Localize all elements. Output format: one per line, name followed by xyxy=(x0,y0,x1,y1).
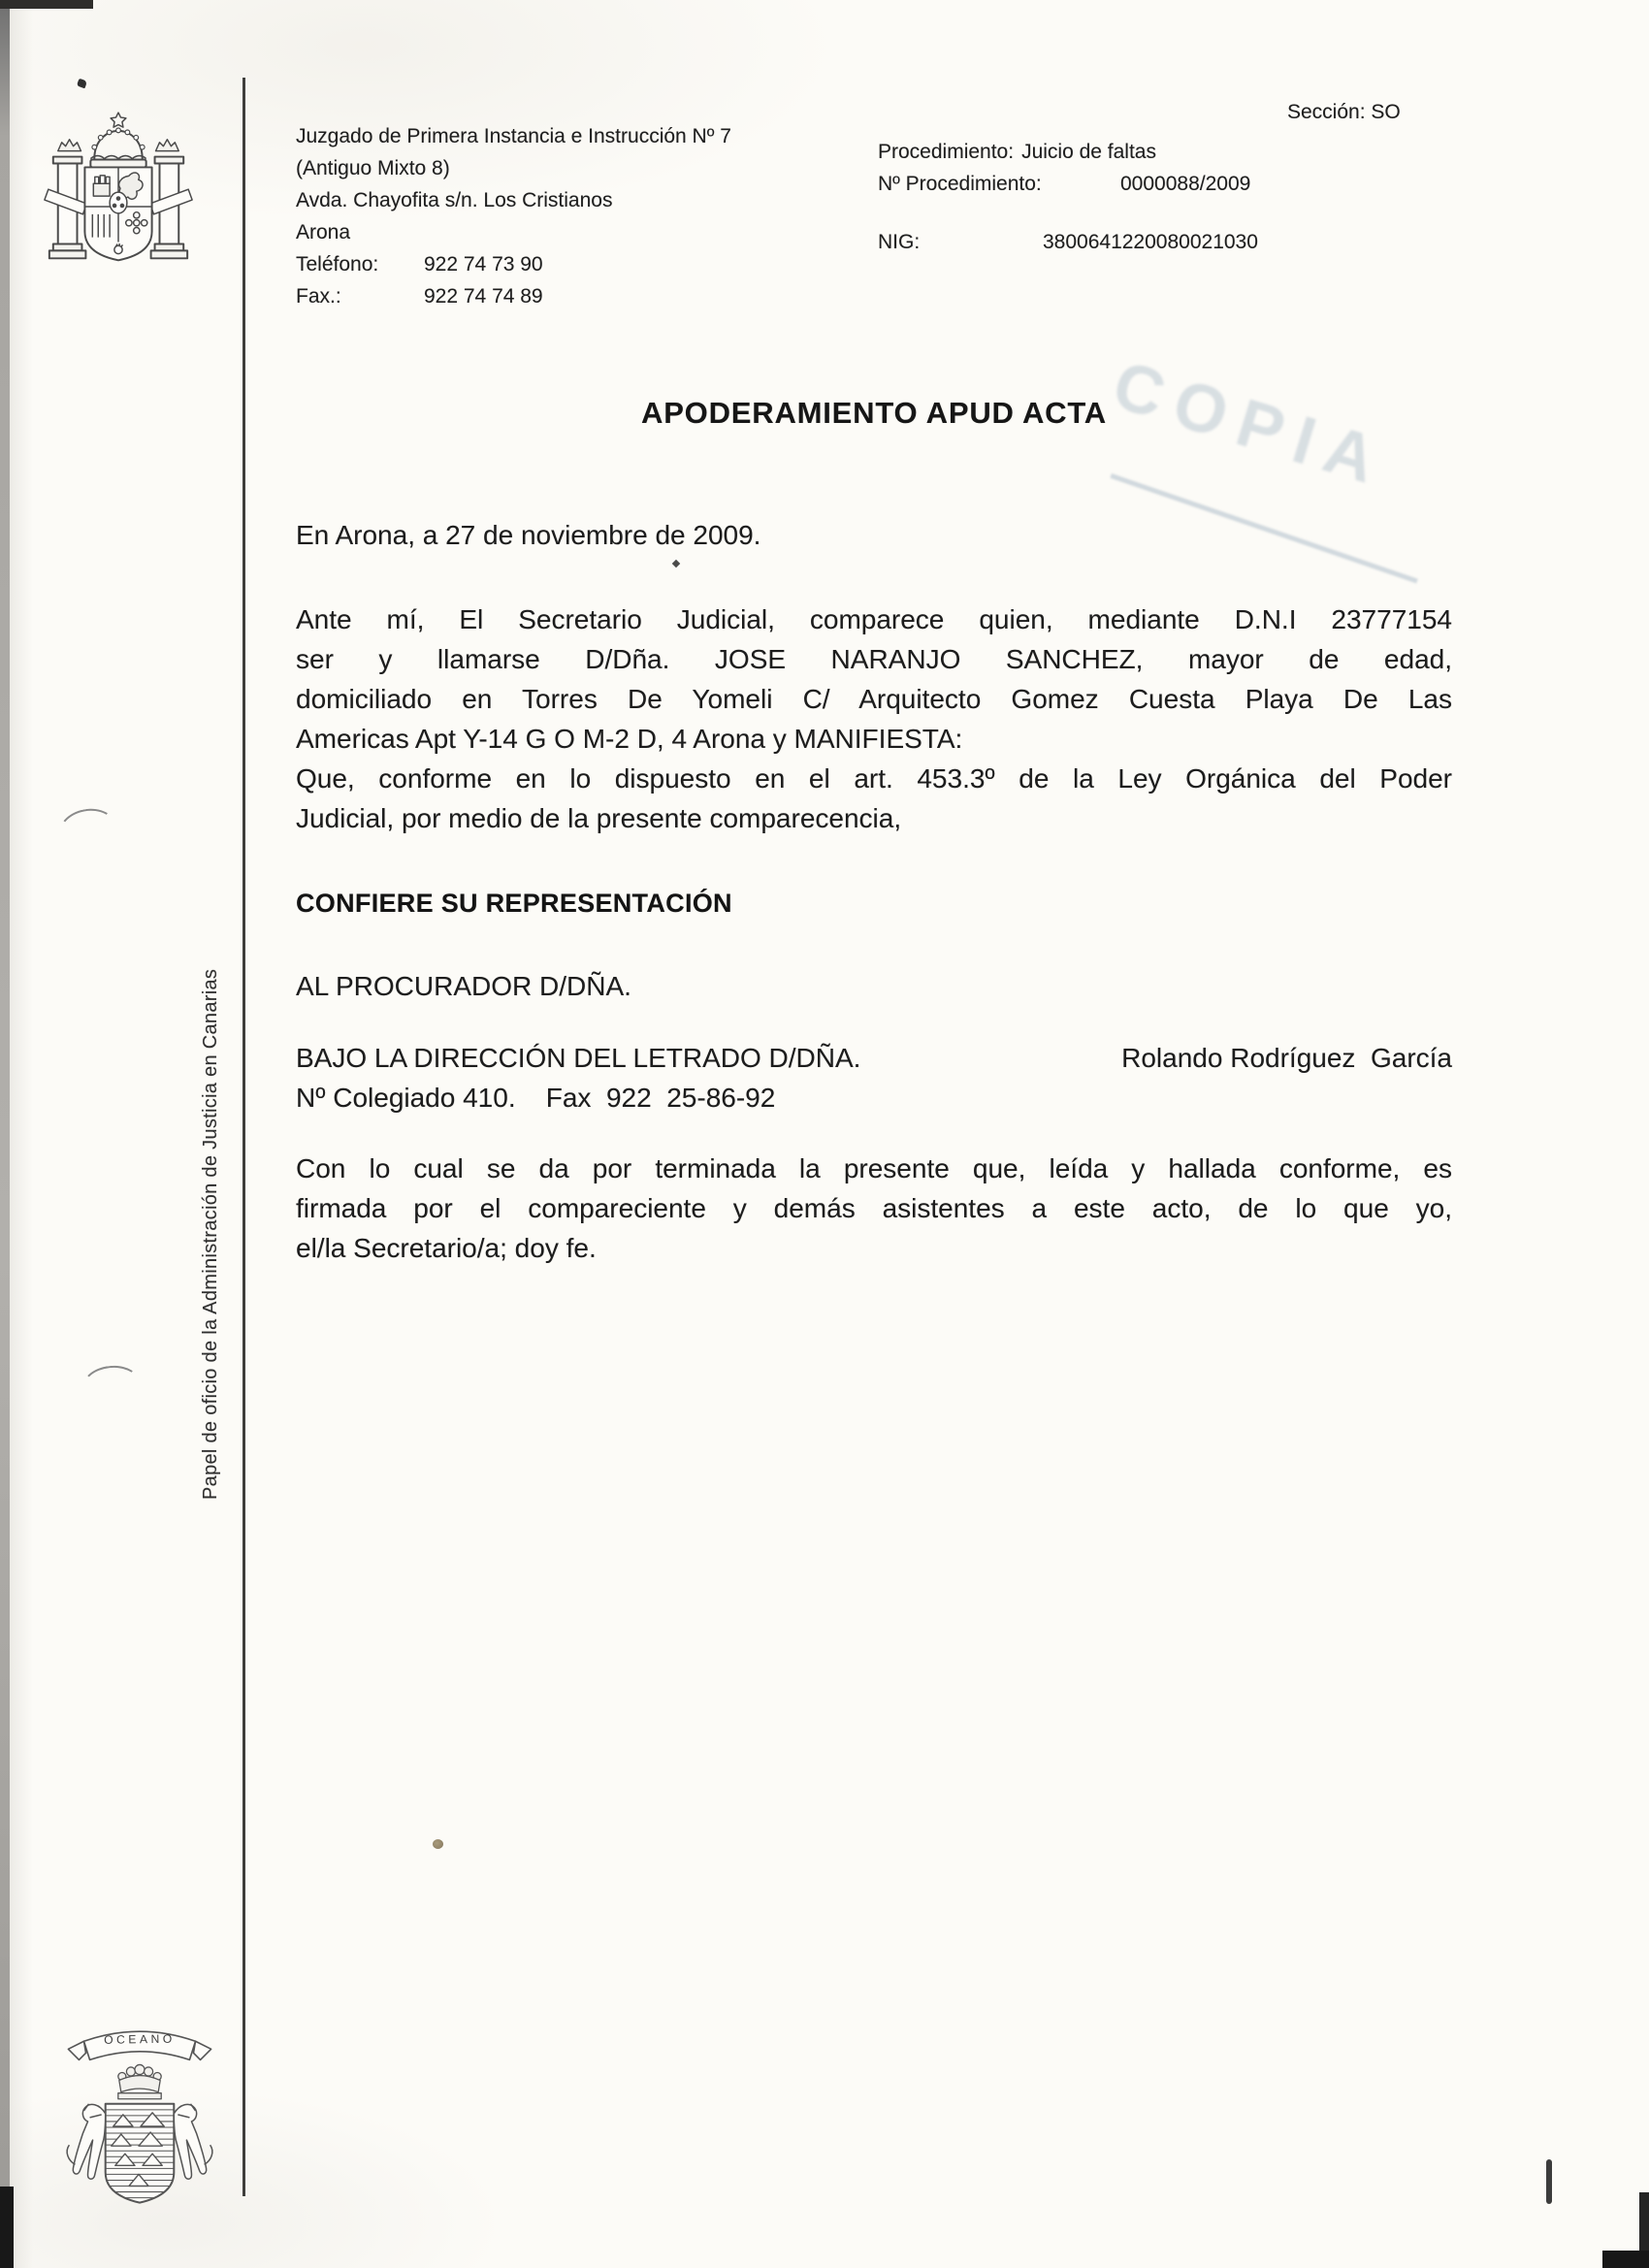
nig-value: 3800641220080021030 xyxy=(1043,231,1258,253)
procurador-line: AL PROCURADOR D/DÑA. xyxy=(296,971,631,1001)
date-line: En Arona, a 27 de noviembre de 2009. xyxy=(296,520,761,550)
text-line: ser y llamarse D/Dña. JOSE NARANJO SANCHEZ, mayor de edad, xyxy=(296,644,1452,674)
spain-coat-of-arms-icon xyxy=(37,107,200,299)
court-name-line1: Juzgado de Primera Instancia e Instrucción Nº 7 xyxy=(296,125,731,147)
court-city: Arona xyxy=(296,221,351,243)
phone-label: Teléfono: xyxy=(296,253,379,275)
text-line: Americas Apt Y-14 G O M-2 D, 4 Arona y MANIFIESTA: xyxy=(296,724,963,754)
procedure-number-label: Nº Procedimiento: xyxy=(878,173,1042,195)
nig-row xyxy=(878,231,1258,254)
text-line: firmada por el compareciente y demás asistentes a este acto, de lo que yo, xyxy=(296,1193,1452,1223)
procedure-number-value: 0000088/2009 xyxy=(1120,173,1251,195)
fax-label: Fax.: xyxy=(296,285,341,308)
scan-edge-top xyxy=(0,0,93,9)
copia-stamp: COPIA xyxy=(1104,345,1398,502)
nig-label: NIG: xyxy=(878,231,921,253)
margin-rule-line xyxy=(242,78,245,2196)
text-line: Ante mí, El Secretario Judicial, comparece quien, mediante D.N.I 23777154 xyxy=(296,604,1452,634)
paragraph-cierre xyxy=(296,1149,1452,1268)
case-header-block xyxy=(878,136,1250,200)
paragraph-part xyxy=(296,759,1452,838)
document-title: APODERAMIENTO APUD ACTA xyxy=(641,396,1107,430)
punch-hole-arc xyxy=(54,804,121,860)
procedure-number-row xyxy=(878,168,1250,200)
text-line: Que, conforme en lo dispuesto en el art. 453.3º de la Ley Orgánica del Poder xyxy=(296,763,1452,794)
colegiado-line: Nº Colegiado 410. Fax 922 25-86-92 xyxy=(296,1083,776,1113)
procedure-label: Procedimiento: xyxy=(878,141,1015,163)
paper-hole-dot xyxy=(433,1839,443,1849)
paragraph-part xyxy=(296,1149,1452,1268)
phone-value: 922 74 73 90 xyxy=(424,253,543,275)
scan-speck xyxy=(77,79,87,89)
scan-corner-bottom-right xyxy=(1602,2251,1649,2268)
scan-speck xyxy=(672,560,680,567)
scan-edge-left xyxy=(0,0,10,2268)
procedure-value: Juicio de faltas xyxy=(1021,141,1156,163)
punch-hole-arc xyxy=(80,1363,144,1411)
section-value: SO xyxy=(1371,101,1401,123)
scan-mark xyxy=(1546,2159,1552,2204)
court-phone-row xyxy=(296,248,731,280)
letrado-label: BAJO LA DIRECCIÓN DEL LETRADO D/DÑA. xyxy=(296,1043,861,1073)
court-address: Avda. Chayofita s/n. Los Cristianos xyxy=(296,189,613,211)
section-label: Sección: xyxy=(1287,101,1366,123)
text-line: Judicial, por medio de la presente comparecencia, xyxy=(296,803,902,833)
letrado-name: Rolando Rodríguez García xyxy=(1121,1043,1452,1073)
oceano-banner-text: OCEANO xyxy=(104,2031,176,2047)
procedure-row xyxy=(878,136,1250,168)
letrado-block xyxy=(296,1038,1452,1118)
section-line xyxy=(1287,101,1401,124)
text-line: domiciliado en Torres De Yomeli C/ Arquitecto Gomez Cuesta Playa De Las xyxy=(296,684,1452,714)
court-fax-row xyxy=(296,280,731,312)
letrado-line xyxy=(296,1038,1452,1078)
court-name-line2: (Antiguo Mixto 8) xyxy=(296,157,450,179)
court-header-block xyxy=(296,120,731,312)
scan-corner-bottom-left xyxy=(0,2187,14,2268)
paragraph-compareciente xyxy=(296,599,1452,838)
vertical-margin-text: Papel de oficio de la Administración de Justicia en Canarias xyxy=(200,968,221,1500)
text-line: el/la Secretario/a; doy fe. xyxy=(296,1233,597,1263)
paragraph-part xyxy=(296,599,1452,759)
heading-confiere: CONFIERE SU REPRESENTACIÓN xyxy=(296,889,732,918)
canary-islands-coat-of-arms-icon xyxy=(47,2016,233,2241)
fax-value: 922 74 74 89 xyxy=(424,285,543,308)
text-line: Con lo cual se da por terminada la presente que, leída y hallada conforme, es xyxy=(296,1153,1452,1183)
